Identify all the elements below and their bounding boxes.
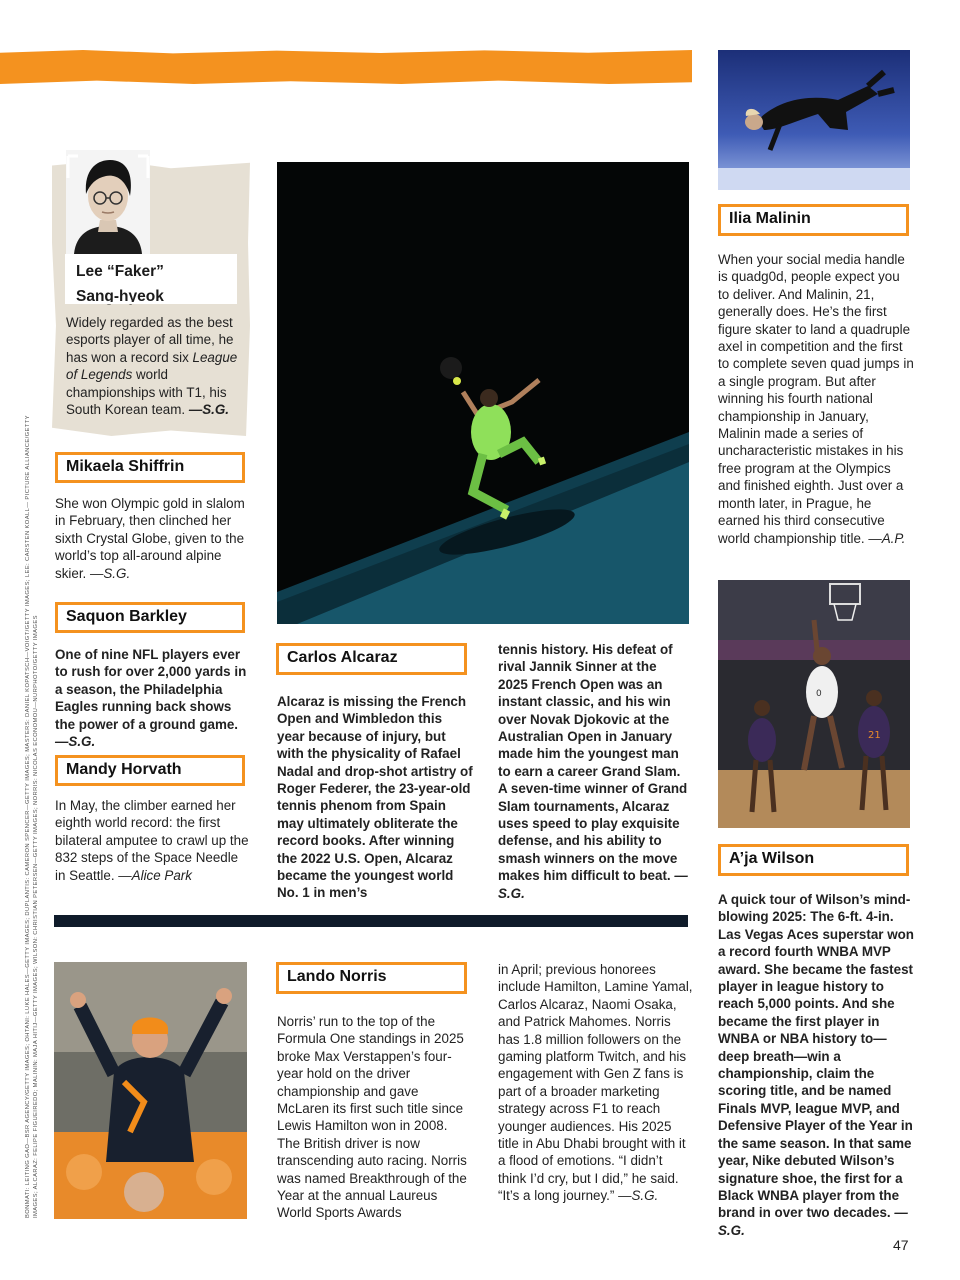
norris-name: Lando Norris [287,968,387,985]
alcaraz-name-box [276,643,467,675]
alcaraz-photo [277,162,689,624]
norris-name-box [276,962,467,994]
faker-text-italic: League of Legends [66,349,238,383]
wilson-photo [718,580,910,828]
wilson-name-box [718,844,909,876]
norris-text-col1: Norris’ run to the top of the Formula One standings in 2025 broke Max Verstappen’s four-year hold on the driver championship and gave McLaren its first such title since Lewis Hamilton won in 2008. The British driver is now transcending auto racing. Norris was named Breakthrough of the Year at the annual Laureus World Sports Awards [277,1014,467,1221]
horvath-text-body: In May, the climber earned her eighth world record: the first bilateral amputee to crawl up the 832 steps of the Space Needle in Seattle. [55,798,249,883]
wilson-text-body: A quick tour of Wilson’s mind-blowing 2025: The 6-ft. 4-in. Las Vegas Aces superstar won a record fourth WNBA MVP award. She became the fastest player in league history to reach 5,000 points. And she became the first player in WNBA or NBA history to—deep breath—win a championship, claim the scoring title, and be named Finals MVP, league MVP, and Defensive Player of the Year in the same season. In that same year, Nike debuted Wilson’s signature shoe, the first for a Black WNBA player from the brand in over two decades. [718,892,914,1221]
wilson-jersey-number: 0 [816,689,822,699]
horvath-signoff: —Alice Park [118,867,192,883]
faker-name-line2: Sang-hyeok [76,288,164,305]
alcaraz-signoff: —S.G. [498,868,688,901]
malinin-photo [718,50,910,190]
page-number: 47 [893,1237,909,1253]
shiffrin-text-body: She won Olympic gold in slalom in February, then clinched her sixth Crystal Globe, given to the world’s top all-around alpine skier. [55,496,245,581]
shiffrin-signoff: —S.G. [89,565,131,581]
barkley-text [55,646,251,750]
wilson-name: A’ja Wilson [729,850,815,867]
malinin-name: Ilia Malinin [729,210,811,227]
barkley-name-box [55,602,245,633]
horvath-text [55,797,251,884]
malinin-text-body: When your social media handle is quadg0d, people expect you to deliver. And Malinin, 21, generally does. He’s the first figure skater to land a quadruple axel in competition and the first to complete seven quad jumps in a single program. But after winning his fourth national championship in January, Malinin made a series of uncharacteristic mistakes in his free program at the Olympics and finished eighth. Just over a month later, in Prague, he earned his third consecutive world championship title. [718,252,914,546]
wilson-opponent-number: 21 [868,730,881,741]
norris-photo [54,962,247,1219]
malinin-signoff: —A.P. [868,530,906,546]
malinin-text [718,251,914,547]
barkley-signoff: —S.G. [55,734,96,750]
alcaraz-text-col2-body: tennis history. His defeat of rival Jannik Sinner at the 2025 French Open was an instant classic, and his win over Novak Djokovic at the Australian Open in January made him the youngest man to earn a career Grand Slam. A seven-time winner of Grand Slam tournaments, Alcaraz uses speed to play exquisite defense, and his ability to smash winners on the move makes him difficult to beat. [498,642,688,884]
faker-name-line1: Lee “Faker” [76,263,164,280]
malinin-name-box [718,204,909,236]
norris-text-col2 [498,961,694,1205]
alcaraz-text-col2 [498,641,690,902]
shiffrin-text [55,495,247,582]
shiffrin-name: Mikaela Shiffrin [66,458,185,475]
section-divider [54,915,688,927]
faker-text-part2: world championships with T1, his South Korean team. [66,367,227,418]
photo-credits: BONMATI: LEITING GAO—BSR AGENCY/GETTY IMAGES; OHTANI: LUKE HALES—GETTY IMAGES; DUPLANTIS: CAMERON SPENCER—GETTY IMAGES; MASTERS: DANIEL KOPATSCH—VOIGT/GETTY IMAGES; LEE: CARSTEN KOALL— PICTURE ALLIANCE/GETTY IMAGES; ALCARAZ: FELIPE FIGUEIREDO; MALININ: MAJA HITIJ—GETTY IMAGES; WILSON: CHRISTIAN PETERSEN—GETTY IMAGES; NORRIS: NICOLAS ECONOMOU—NURPHOTO/GETTY IMAGES [25,415,39,1218]
norris-signoff: —S.G. [618,1188,659,1204]
faker-photo [66,150,150,254]
horvath-name: Mandy Horvath [66,761,182,778]
shiffrin-name-box [55,452,245,483]
orange-torn-strip [0,50,692,84]
faker-name-box [67,256,235,305]
alcaraz-text-col1: Alcaraz is missing the French Open and Wimbledon this year because of injury, but with the physicality of Rafael Nadal and drop-shot artistry of Roger Federer, the 23-year-old tennis phenom from Spain may ultimately obliterate the record books. After winning the 2022 U.S. Open, Alcaraz became the youngest world No. 1 in men’s [277,694,473,901]
wilson-text [718,891,914,1239]
wilson-signoff: —S.G. [718,1205,908,1238]
barkley-text-body: One of nine NFL players ever to rush for over 2,000 yards in a season, the Philadelphia Eagles running back shows the power of a ground game. [55,647,247,732]
faker-signoff: —S.G. [188,402,230,418]
norris-text-col2-body: in April; previous honorees include Hamilton, Lamine Yamal, Carlos Alcaraz, Naomi Osaka, and Patrick Mahomes. Norris has 1.8 million followers on the gaming platform Twitch, and his engagement with Gen Z fans is part of a broader marketing strategy across F1 to reach younger audiences. His 2025 title in Abu Dhabi brought with it a flood of emotions. “I didn’t think I’d cry, but I did,” he said. “It’s a long journey.” [498,962,693,1204]
faker-text-part1: Widely regarded as the best esports player of all time, he has won a record six [66,315,234,365]
horvath-name-box [55,755,245,786]
faker-text [66,314,246,418]
alcaraz-name: Carlos Alcaraz [287,649,398,666]
barkley-name: Saquon Barkley [66,608,187,625]
